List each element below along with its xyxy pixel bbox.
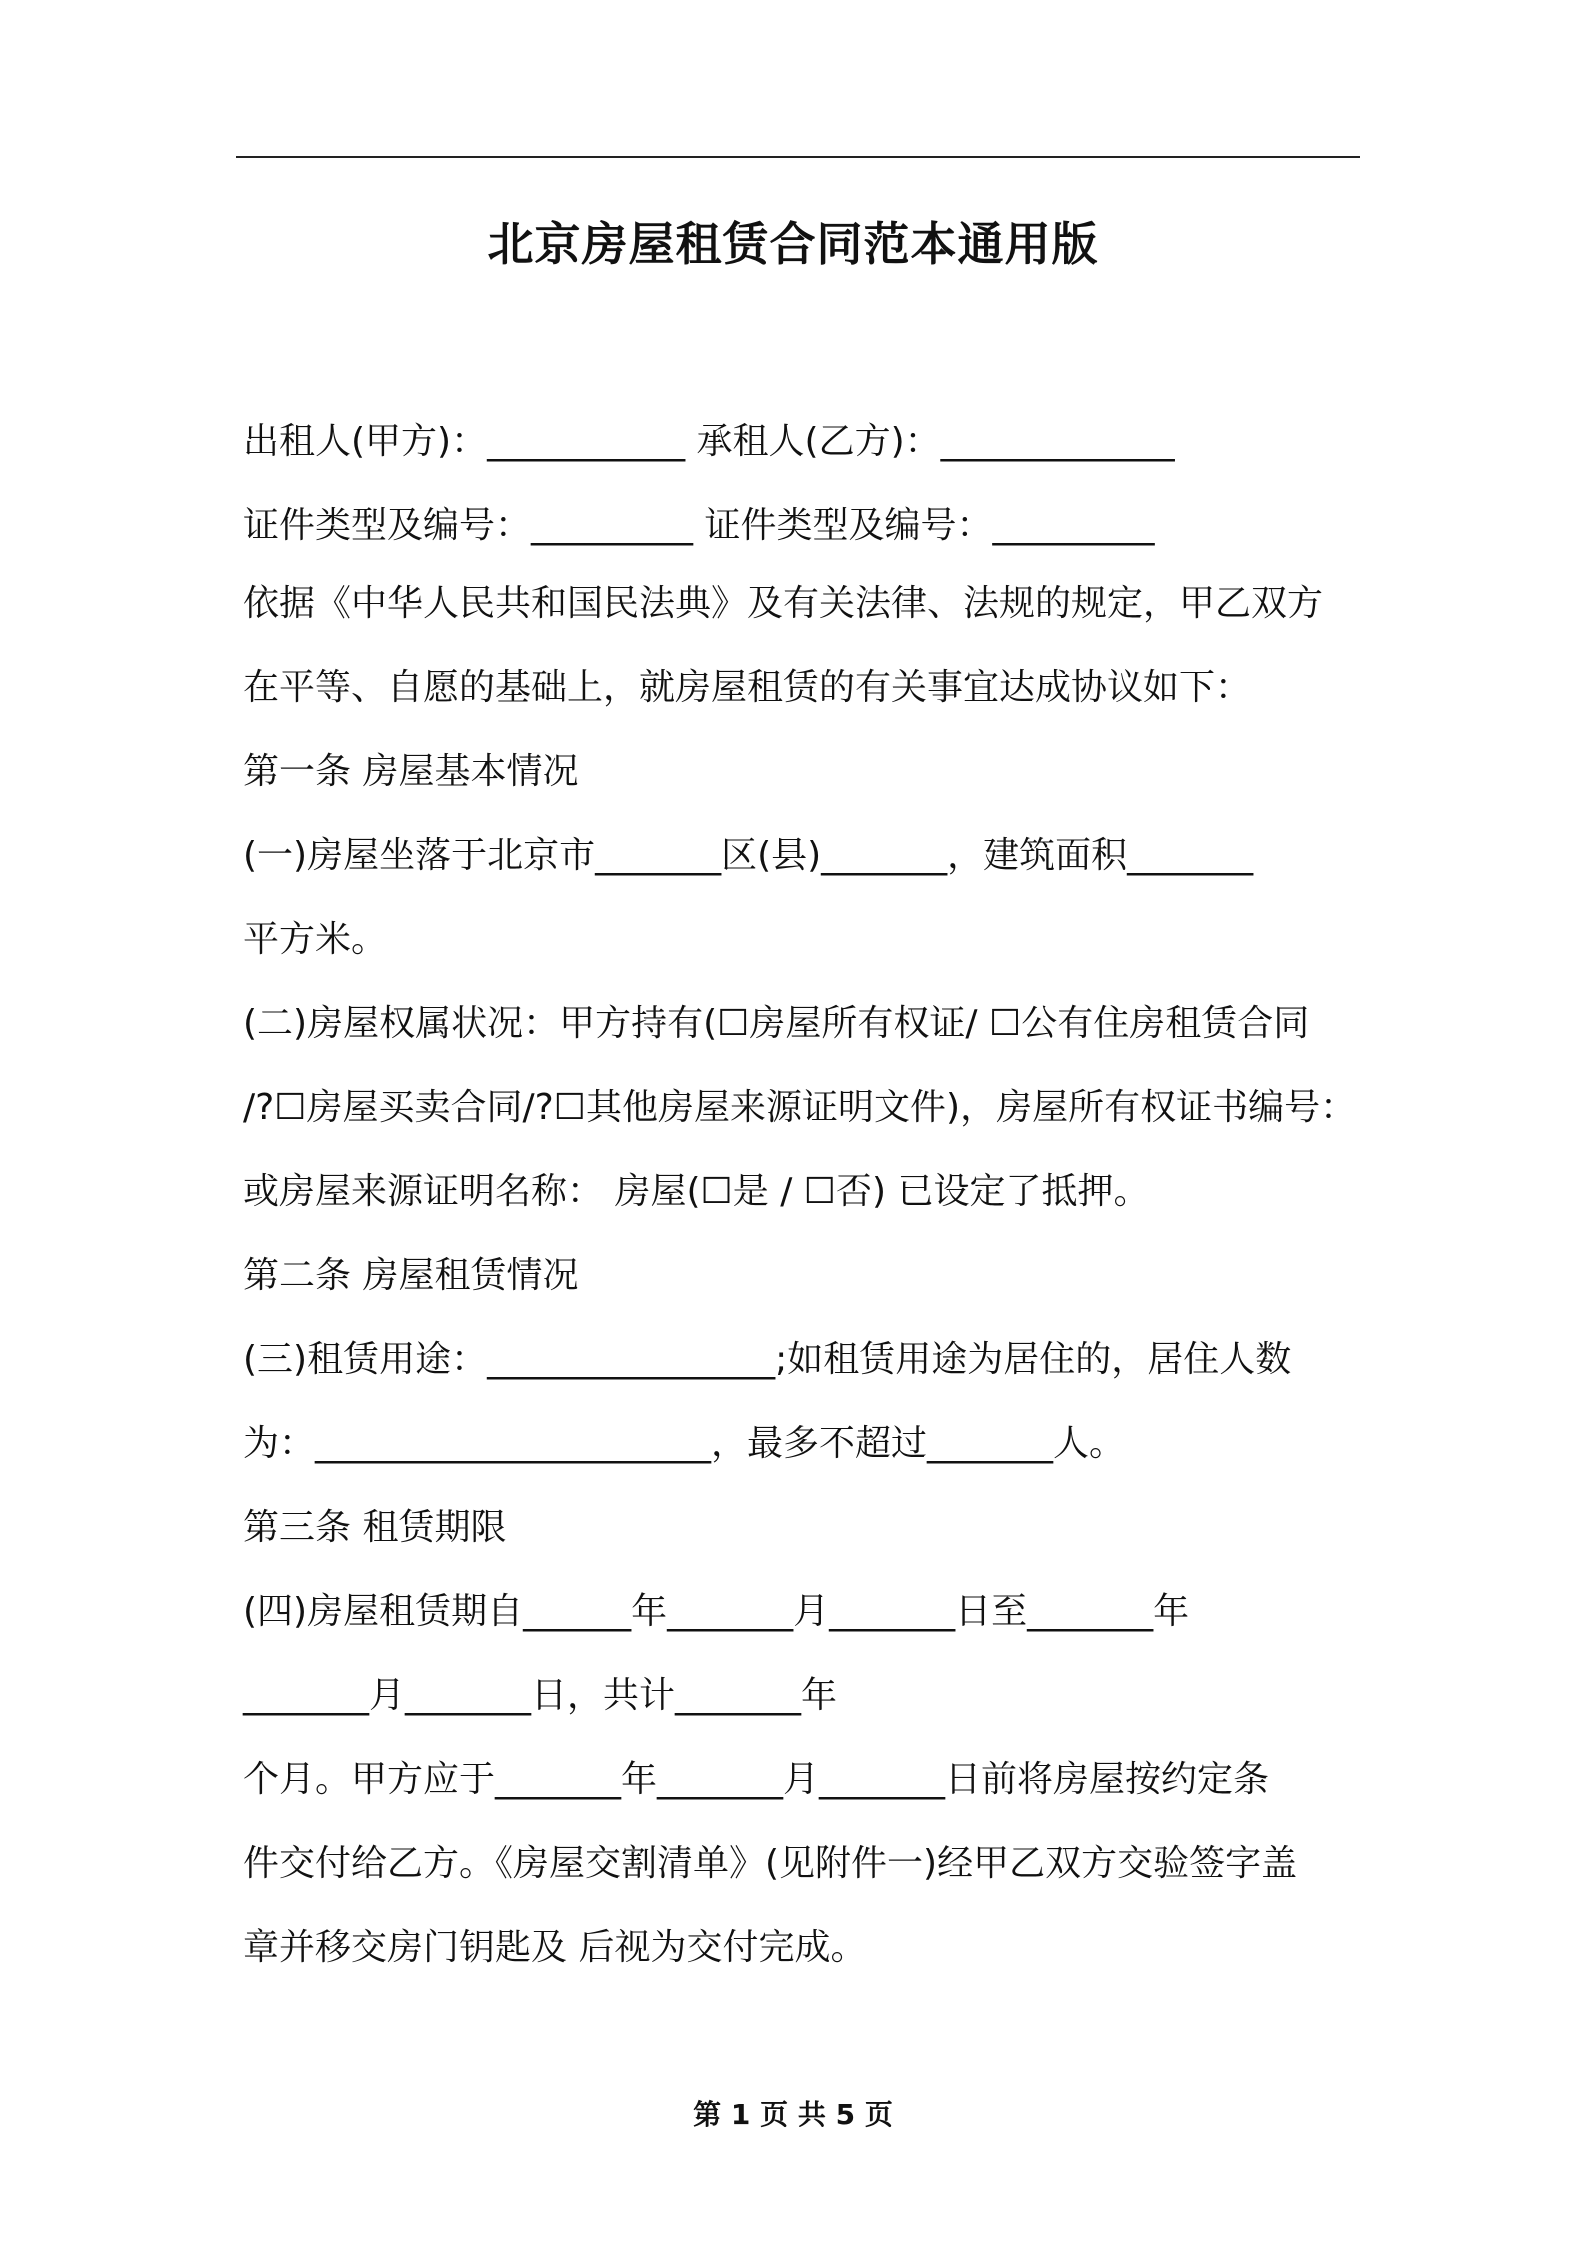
line-delivery-3: 章并移交房门钥匙及 后视为交付完成。 xyxy=(243,1927,867,1968)
line-ownership-3: 或房屋来源证明名称： 房屋(☐是 / ☐否) 已设定了抵押。 xyxy=(243,1171,1150,1212)
document-title: 北京房屋租赁合同范本通用版 xyxy=(487,217,1099,271)
line-delivery-1: 个月。甲方应于_______年_______月_______日前将房屋按约定条 xyxy=(243,1759,1270,1800)
article-1-heading: 第一条 房屋基本情况 xyxy=(243,751,579,792)
line-area-unit: 平方米。 xyxy=(243,919,388,960)
header-rule xyxy=(236,156,1360,158)
line-location: (一)房屋坐落于北京市_______区(县)_______，建筑面积_______ xyxy=(243,835,1254,876)
line-id-numbers: 证件类型及编号：_________ 证件类型及编号：_________ xyxy=(243,505,1155,546)
line-term-2: _______月_______日，共计_______年 xyxy=(243,1675,838,1716)
line-ownership-2: /?☐房屋买卖合同/?☐其他房屋来源证明文件)，房屋所有权证书编号： xyxy=(243,1087,1357,1128)
line-delivery-2: 件交付给乙方。《房屋交割清单》(见附件一)经甲乙双方交验签字盖 xyxy=(243,1843,1298,1884)
page-footer: 第 1 页 共 5 页 xyxy=(693,2098,893,2131)
line-term-1: (四)房屋租赁期自______年_______月_______日至_______年 xyxy=(243,1591,1190,1632)
line-ownership-1: (二)房屋权属状况：甲方持有(☐房屋所有权证/ ☐公有住房租赁合同 xyxy=(243,1003,1310,1044)
line-usage-2: 为：______________________，最多不超过_______人。 xyxy=(243,1423,1126,1464)
line-usage-1: (三)租赁用途：________________;如租赁用途为居住的，居住人数 xyxy=(243,1339,1292,1380)
article-3-heading: 第三条 租赁期限 xyxy=(243,1507,507,1548)
line-parties: 出租人(甲方)：___________ 承租人(乙方)：_____________ xyxy=(243,421,1175,462)
line-preamble-1: 依据《中华人民共和国民法典》及有关法律、法规的规定，甲乙双方 xyxy=(243,583,1324,624)
line-preamble-2: 在平等、自愿的基础上，就房屋租赁的有关事宜达成协议如下： xyxy=(243,667,1252,708)
article-2-heading: 第二条 房屋租赁情况 xyxy=(243,1255,579,1296)
